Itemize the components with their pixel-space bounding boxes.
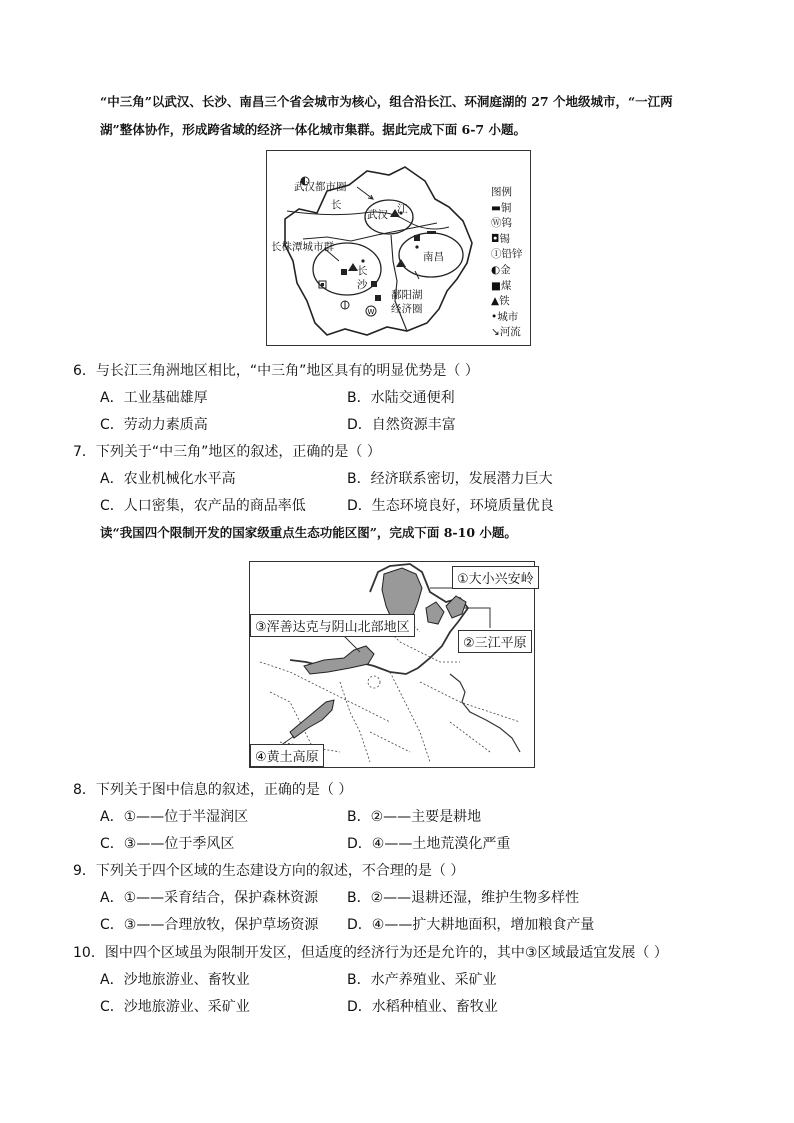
ecological-zones-map bbox=[249, 561, 535, 768]
beijing-outline bbox=[368, 676, 380, 688]
ecological-zones-map-drawing bbox=[250, 562, 534, 767]
legend-item-tungsten: Ⓦ钨 bbox=[491, 217, 512, 230]
lead-zinc-icon: Ⓘ bbox=[491, 248, 502, 261]
legend-item-gold: ◐金 bbox=[491, 263, 511, 276]
legend-item-tin: ◘锡 bbox=[491, 232, 510, 245]
intro-line-1: “中三角”以武汉、长沙、南昌三个省会城市为核心，组合沿长江、环洞庭湖的 27 个地级城市，“一江两 bbox=[100, 94, 673, 109]
tungsten-icon: Ⓦ bbox=[491, 217, 502, 230]
tin-icon: ◘ bbox=[491, 232, 500, 245]
label-wuhan-circle: 武汉都市圈 bbox=[294, 181, 347, 193]
coal-icon bbox=[375, 295, 381, 301]
legend-item-lead-zinc: Ⓘ铅锌 bbox=[491, 248, 523, 261]
q10-option-c: C．沙地旅游业、采矿业 bbox=[100, 999, 250, 1015]
q6-option-d: D．自然资源丰富 bbox=[347, 417, 456, 433]
region-1-small-area bbox=[426, 602, 444, 624]
q6-stem: 6．与长江三角洲地区相比，“中三角”地区具有的明显优势是（ ） bbox=[73, 363, 479, 379]
copper-icon: ▬ bbox=[491, 201, 501, 214]
q8-stem: 8．下列关于图中信息的叙述，正确的是（ ） bbox=[73, 782, 353, 798]
q7-option-c: C．人口密集，农产品的商品率低 bbox=[100, 498, 306, 514]
label-nanchang: 南昌 bbox=[423, 251, 444, 263]
city-icon bbox=[415, 245, 418, 248]
label-poyang-2: 经济圈 bbox=[391, 303, 423, 315]
label-cztc: 长株潭城市群 bbox=[271, 241, 334, 253]
leader-line-2 bbox=[464, 608, 490, 628]
coal-icon: ■ bbox=[491, 279, 501, 292]
label-changsha-2: 沙 bbox=[357, 279, 368, 291]
q10-option-b: B．水产养殖业、采矿业 bbox=[347, 972, 497, 988]
intro-line-2: 湖”整体协作，形成跨省域的经济一体化城市集群。据此完成下面 6-7 小题。 bbox=[100, 122, 526, 137]
label-region-3: ③浑善达克与阴山北部地区 bbox=[250, 614, 415, 637]
q7-option-d: D．生态环境良好，环境质量优良 bbox=[347, 498, 554, 514]
q10-option-d: D．水稻种植业、畜牧业 bbox=[347, 999, 498, 1015]
coastline bbox=[450, 674, 520, 752]
map-legend bbox=[491, 185, 523, 341]
q6-option-a: A．工业基础雄厚 bbox=[100, 390, 208, 406]
legend-item-city: •城市 bbox=[491, 310, 519, 323]
label-region-4: ④黄土高原 bbox=[250, 744, 324, 767]
coal-icon bbox=[414, 235, 420, 241]
q7-stem: 7．下列关于“中三角”地区的叙述，正确的是（ ） bbox=[73, 444, 381, 460]
q7-option-a: A．农业机械化水平高 bbox=[100, 471, 236, 487]
label-jiang: 江 bbox=[397, 203, 408, 215]
q9-option-b: B．②——退耕还湿，维护生物多样性 bbox=[347, 890, 580, 906]
region-4-area bbox=[290, 700, 334, 738]
legend-title: 图例 bbox=[491, 186, 512, 198]
label-chang: 长 bbox=[331, 199, 342, 211]
q6-option-c: C．劳动力素质高 bbox=[100, 417, 208, 433]
q9-option-a: A．①——采育结合，保护森林资源 bbox=[100, 890, 319, 906]
q9-stem: 9．下列关于四个区域的生态建设方向的叙述，不合理的是（ ） bbox=[73, 863, 465, 879]
tungsten-icon-mark: W bbox=[367, 308, 375, 316]
zhongsanjiao-map bbox=[266, 150, 531, 346]
q10-stem: 10．图中四个区域虽为限制开发区，但适度的经济行为还是允许的，其中③区域最适宜发展（ ） bbox=[73, 945, 668, 961]
copper-icon bbox=[427, 231, 436, 234]
intro-2: 读“我国四个限制开发的国家级重点生态功能区图”，完成下面 8-10 小题。 bbox=[100, 525, 517, 540]
coal-icon bbox=[341, 269, 347, 275]
q6-option-b: B．水陆交通便利 bbox=[347, 390, 455, 406]
q9-option-c: C．③——合理放牧，保护草场资源 bbox=[100, 917, 319, 933]
q8-option-d: D．④——土地荒漠化严重 bbox=[347, 836, 511, 852]
iron-icon: ▲ bbox=[491, 295, 500, 308]
city-icon: • bbox=[491, 310, 498, 323]
legend-item-coal: ■煤 bbox=[491, 279, 512, 292]
legend-item-copper: ▬铜 bbox=[491, 201, 512, 214]
q8-option-b: B．②——主要是耕地 bbox=[347, 809, 482, 825]
legend-item-river: ↘河流 bbox=[491, 326, 521, 339]
province-boundary bbox=[391, 235, 407, 331]
coal-icon bbox=[371, 281, 377, 287]
arrow-icon bbox=[357, 187, 373, 199]
q8-option-c: C．③——位于季风区 bbox=[100, 836, 235, 852]
label-wuhan: 武汉 bbox=[367, 209, 388, 221]
iron-icon bbox=[396, 259, 406, 267]
q7-option-b: B．经济联系密切，发展潜力巨大 bbox=[347, 471, 553, 487]
q8-option-a: A．①——位于半湿润区 bbox=[100, 809, 249, 825]
tin-icon-inner bbox=[321, 283, 324, 286]
label-region-2: ②三江平原 bbox=[458, 630, 532, 653]
river-icon: ↘ bbox=[491, 326, 500, 339]
gold-icon: ◐ bbox=[491, 263, 501, 276]
label-region-1: ①大小兴安岭 bbox=[452, 566, 539, 589]
q9-option-d: D．④——扩大耕地面积，增加粮食产量 bbox=[347, 917, 595, 933]
q10-option-a: A．沙地旅游业、畜牧业 bbox=[100, 972, 250, 988]
legend-item-iron: ▲铁 bbox=[491, 295, 510, 308]
region-3-area bbox=[304, 646, 374, 674]
label-changsha-1: 长 bbox=[357, 265, 368, 277]
label-poyang-1: 鄱阳湖 bbox=[391, 289, 423, 301]
